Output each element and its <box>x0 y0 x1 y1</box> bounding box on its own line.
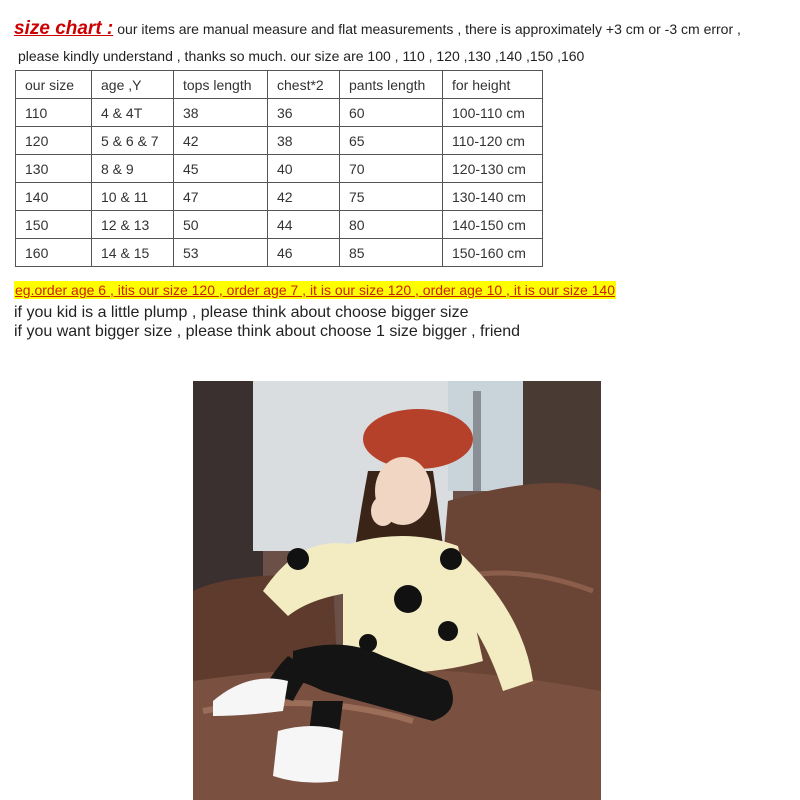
table-cell: 75 <box>340 183 443 211</box>
table-cell: 130 <box>16 155 92 183</box>
order-example-note: eg.order age 6 , itis our size 120 , order age 7 , it is our size 120 , order age 10 , it is our size 140 <box>15 282 615 298</box>
table-cell: 70 <box>340 155 443 183</box>
table-cell: 36 <box>268 99 340 127</box>
size-chart-header <box>14 18 794 40</box>
table-cell: 120 <box>16 127 92 155</box>
table-cell: 85 <box>340 239 443 267</box>
table-row <box>16 183 543 211</box>
table-cell: 42 <box>174 127 268 155</box>
size-table <box>15 70 543 267</box>
table-cell: 14 & 15 <box>92 239 174 267</box>
table-header-cell: chest*2 <box>268 71 340 99</box>
child-model-photo <box>193 381 601 800</box>
table-cell: 4 & 4T <box>92 99 174 127</box>
table-cell: 8 & 9 <box>92 155 174 183</box>
table-cell: 47 <box>174 183 268 211</box>
table-header-cell: age ,Y <box>92 71 174 99</box>
table-cell: 50 <box>174 211 268 239</box>
size-list-note: please kindly understand , thanks so much. our size are 100 , 110 , 120 ,130 ,140 ,150 ,160 <box>18 48 585 64</box>
table-cell: 140 <box>16 183 92 211</box>
table-cell: 60 <box>340 99 443 127</box>
table-cell: 150 <box>16 211 92 239</box>
table-header-cell: tops length <box>174 71 268 99</box>
table-cell: 12 & 13 <box>92 211 174 239</box>
table-cell: 44 <box>268 211 340 239</box>
table-cell: 40 <box>268 155 340 183</box>
table-cell: 100-110 cm <box>443 99 543 127</box>
table-cell: 140-150 cm <box>443 211 543 239</box>
table-cell: 160 <box>16 239 92 267</box>
table-cell: 150-160 cm <box>443 239 543 267</box>
table-cell: 65 <box>340 127 443 155</box>
table-row <box>16 211 543 239</box>
table-cell: 5 & 6 & 7 <box>92 127 174 155</box>
size-chart-title: size chart : <box>14 18 114 39</box>
table-cell: 10 & 11 <box>92 183 174 211</box>
table-cell: 130-140 cm <box>443 183 543 211</box>
table-cell: 45 <box>174 155 268 183</box>
table-row <box>16 99 543 127</box>
photo-illustration <box>193 381 601 800</box>
table-header-cell: pants length <box>340 71 443 99</box>
measurement-note: our items are manual measure and flat measurements , there is approximately +3 cm or -3 cm error , <box>117 21 741 37</box>
table-cell: 38 <box>268 127 340 155</box>
table-row <box>16 239 543 267</box>
table-row <box>16 155 543 183</box>
table-cell: 110-120 cm <box>443 127 543 155</box>
table-cell: 110 <box>16 99 92 127</box>
bigger-size-note: if you want bigger size , please think about choose 1 size bigger , friend <box>14 323 521 340</box>
table-cell: 80 <box>340 211 443 239</box>
table-cell: 120-130 cm <box>443 155 543 183</box>
table-cell: 53 <box>174 239 268 267</box>
table-cell: 42 <box>268 183 340 211</box>
table-header-cell: for height <box>443 71 543 99</box>
table-header-row <box>16 71 543 99</box>
table-row <box>16 127 543 155</box>
table-cell: 46 <box>268 239 340 267</box>
table-header-cell: our size <box>16 71 92 99</box>
table-cell: 38 <box>174 99 268 127</box>
plump-note: if you kid is a little plump , please think about choose bigger size <box>14 304 469 321</box>
